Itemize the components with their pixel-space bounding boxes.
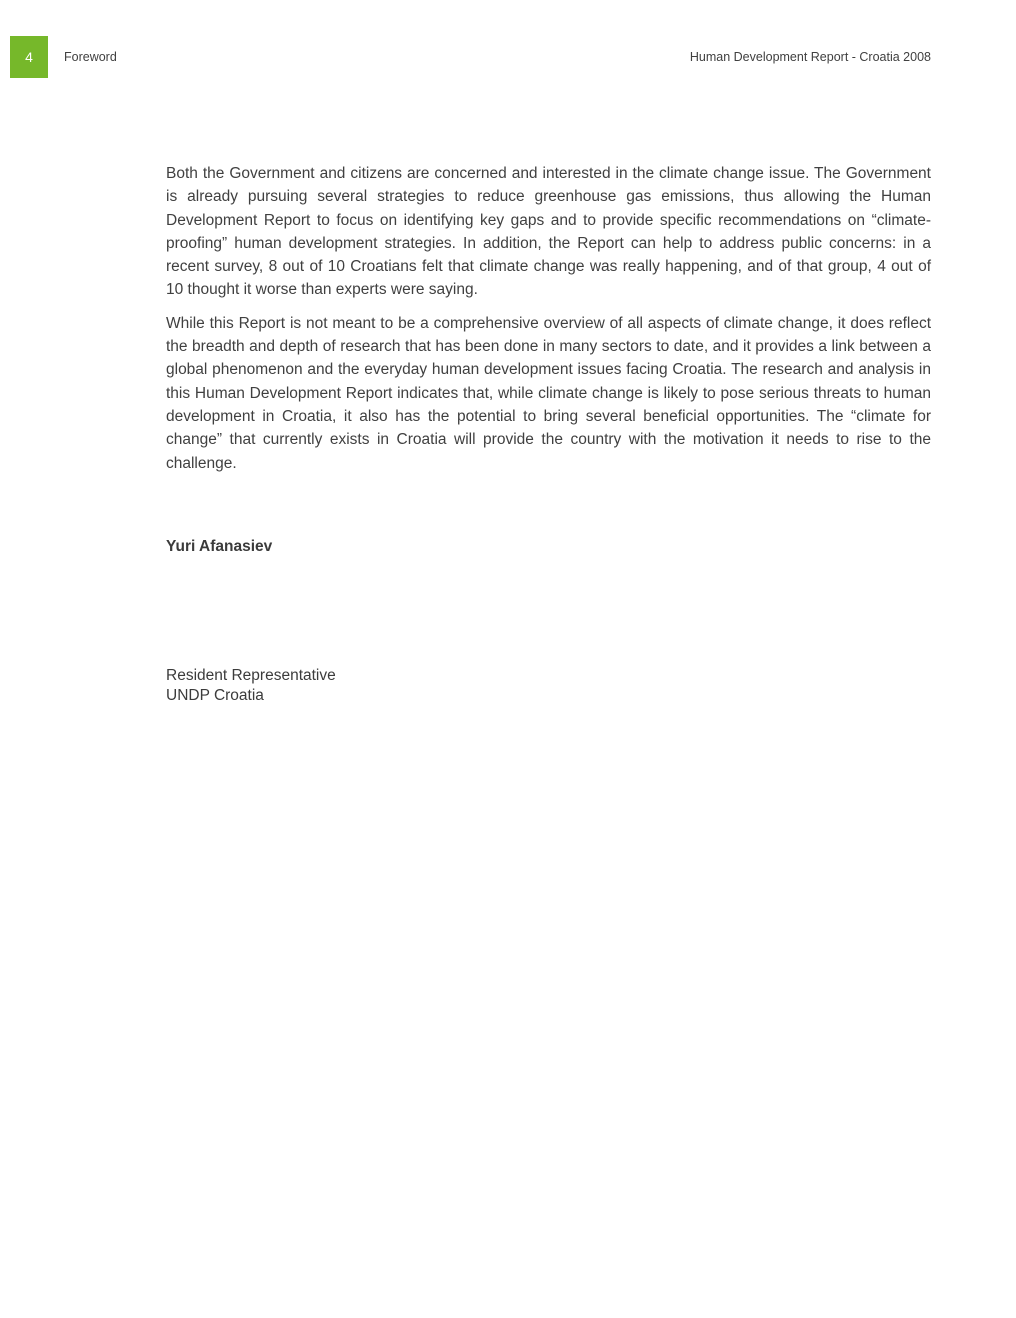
body-content (166, 162, 931, 706)
signature-org: UNDP Croatia (166, 687, 264, 705)
page-number-badge (10, 36, 48, 78)
signature-block (166, 666, 931, 706)
running-header: Human Development Report - Croatia 2008 (689, 50, 931, 64)
paragraph: Both the Government and citizens are concerned and interested in the climate change issue. The Government is already pursuing several strategies to reduce greenhouse gas emissions, thus allowing the Human Development Report to focus on identifying key gaps and to provide specific recommendations on “climate-proofing” human development strategies. In addition, the Report can help to address public concerns: in a recent survey, 8 out of 10 Croatians felt that climate change was really happening, and of that group, 4 out of 10 thought it worse than experts were saying. (166, 165, 931, 299)
section-label: Foreword (64, 50, 117, 64)
paragraph: While this Report is not meant to be a comprehensive overview of all aspects of climate change, it does reflect the breadth and depth of research that has been done in many sectors to date, and it provides a link between a global phenomenon and the everyday human development issues facing Croatia. The research and analysis in this Human Development Report indicates that, while climate change is likely to pose serious threats to human development in Croatia, it also has the potential to bring several beneficial opportunities. The “climate for change” that currently exists in Croatia will provide the country with the motivation it needs to rise to the challenge. (166, 314, 931, 472)
signature-name: Yuri Afanasiev (166, 537, 273, 555)
page-number: 4 (25, 49, 33, 65)
signature-title: Resident Representative (166, 667, 336, 685)
